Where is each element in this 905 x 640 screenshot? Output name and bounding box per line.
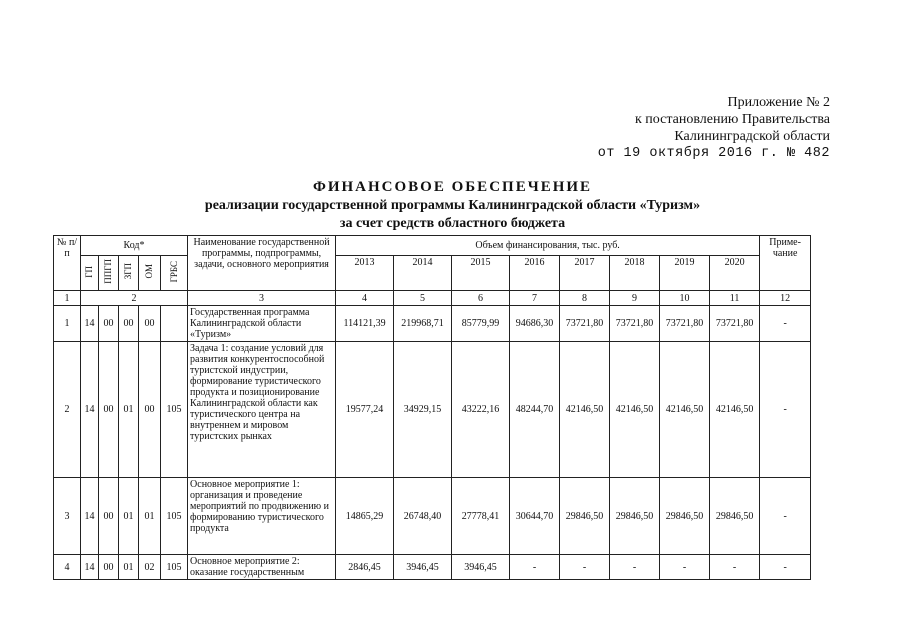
row-note: - bbox=[760, 478, 811, 555]
row-value-2015: 27778,41 bbox=[452, 478, 510, 555]
row-name: Основное мероприятие 2: оказание государственным bbox=[188, 555, 336, 580]
row-num: 1 bbox=[54, 306, 81, 342]
row-value-2017: 73721,80 bbox=[560, 306, 610, 342]
row-code-om: 00 bbox=[139, 306, 161, 342]
row-value-2017: 42146,50 bbox=[560, 342, 610, 478]
column-index: 9 bbox=[610, 291, 660, 306]
row-value-2015: 43222,16 bbox=[452, 342, 510, 478]
header-code-grbs: ГРБС bbox=[161, 256, 188, 291]
appendix-date-number: от 19 октября 2016 г. № 482 bbox=[597, 146, 830, 161]
row-code-grbs: 105 bbox=[161, 342, 188, 478]
header-num: № п/п bbox=[54, 236, 81, 291]
row-num: 3 bbox=[54, 478, 81, 555]
row-value-2015: 85779,99 bbox=[452, 306, 510, 342]
title-program: реализации государственной программы Калининградской области «Туризм» bbox=[204, 198, 701, 213]
row-code-grbs: 105 bbox=[161, 478, 188, 555]
column-index-row bbox=[54, 291, 840, 306]
row-value-2014: 219968,71 bbox=[394, 306, 452, 342]
header-year: 2017 bbox=[560, 256, 610, 291]
header-code-ppgp: ППГП bbox=[99, 256, 119, 291]
row-code-ppgp: 00 bbox=[99, 478, 119, 555]
row-code-ppgp: 00 bbox=[99, 306, 119, 342]
financing-table bbox=[53, 235, 840, 580]
column-index: 3 bbox=[188, 291, 336, 306]
column-index: 5 bbox=[394, 291, 452, 306]
row-code-zgp: 00 bbox=[119, 306, 139, 342]
row-value-2019: 42146,50 bbox=[660, 342, 710, 478]
row-value-2014: 34929,15 bbox=[394, 342, 452, 478]
row-name: Основное мероприятие 1: организация и проведение мероприятий по продвижению и формированию туристического продукта bbox=[188, 478, 336, 555]
appendix-number: Приложение № 2 bbox=[727, 95, 830, 110]
row-value-2019: - bbox=[660, 555, 710, 580]
header-row-2 bbox=[54, 256, 840, 291]
row-code-om: 00 bbox=[139, 342, 161, 478]
header-year: 2014 bbox=[394, 256, 452, 291]
header-row-1 bbox=[54, 236, 840, 256]
row-value-2020: 29846,50 bbox=[710, 478, 760, 555]
appendix-region: Калининградской области bbox=[674, 129, 830, 144]
row-code-gp: 14 bbox=[81, 478, 99, 555]
row-value-2014: 3946,45 bbox=[394, 555, 452, 580]
row-value-2015: 3946,45 bbox=[452, 555, 510, 580]
title-budget: за счет средств областного бюджета bbox=[339, 216, 566, 231]
row-num: 4 bbox=[54, 555, 81, 580]
row-code-gp: 14 bbox=[81, 555, 99, 580]
row-value-2020: 73721,80 bbox=[710, 306, 760, 342]
row-value-2014: 26748,40 bbox=[394, 478, 452, 555]
appendix-block bbox=[598, 94, 830, 162]
row-code-zgp: 01 bbox=[119, 342, 139, 478]
row-value-2020: 42146,50 bbox=[710, 342, 760, 478]
row-value-2016: 94686,30 bbox=[510, 306, 560, 342]
table-row bbox=[54, 478, 840, 555]
row-code-zgp: 01 bbox=[119, 478, 139, 555]
column-index: 11 bbox=[710, 291, 760, 306]
column-index: 7 bbox=[510, 291, 560, 306]
header-year: 2015 bbox=[452, 256, 510, 291]
header-year: 2018 bbox=[610, 256, 660, 291]
row-code-zgp: 01 bbox=[119, 555, 139, 580]
column-index: 12 bbox=[760, 291, 811, 306]
row-code-grbs bbox=[161, 306, 188, 342]
column-index: 1 bbox=[54, 291, 81, 306]
row-note: - bbox=[760, 306, 811, 342]
title-main: ФИНАНСОВОЕ ОБЕСПЕЧЕНИЕ bbox=[312, 179, 593, 195]
row-name: Задача 1: создание условий для развития конкурентоспособной туристской индустрии, формирование туристического продукта и позиционирование Калининградской области как туристического центра на внутреннем и мировом туристских рынках bbox=[188, 342, 336, 478]
column-index: 2 bbox=[81, 291, 188, 306]
table-row bbox=[54, 306, 840, 342]
row-code-gp: 14 bbox=[81, 342, 99, 478]
row-value-2018: - bbox=[610, 555, 660, 580]
row-value-2013: 19577,24 bbox=[336, 342, 394, 478]
document-title bbox=[0, 178, 905, 233]
row-value-2016: 48244,70 bbox=[510, 342, 560, 478]
header-volume: Объем финансирования, тыс. руб. bbox=[336, 236, 760, 256]
row-value-2013: 2846,45 bbox=[336, 555, 394, 580]
row-code-om: 01 bbox=[139, 478, 161, 555]
row-value-2018: 73721,80 bbox=[610, 306, 660, 342]
header-year: 2020 bbox=[710, 256, 760, 291]
header-code: Код* bbox=[81, 236, 188, 256]
table-row bbox=[54, 342, 840, 478]
header-code-gp: ГП bbox=[81, 256, 99, 291]
header-name: Наименование государственной программы, подпрограммы, задачи, основного мероприятия bbox=[188, 236, 336, 291]
row-value-2013: 14865,29 bbox=[336, 478, 394, 555]
row-value-2016: - bbox=[510, 555, 560, 580]
row-code-ppgp: 00 bbox=[99, 342, 119, 478]
row-num: 2 bbox=[54, 342, 81, 478]
row-note: - bbox=[760, 342, 811, 478]
row-value-2017: 29846,50 bbox=[560, 478, 610, 555]
column-index: 8 bbox=[560, 291, 610, 306]
header-code-zgp: ЗГП bbox=[119, 256, 139, 291]
row-value-2018: 29846,50 bbox=[610, 478, 660, 555]
row-name: Государственная программа Калининградской области «Туризм» bbox=[188, 306, 336, 342]
row-note: - bbox=[760, 555, 811, 580]
table-row bbox=[54, 555, 840, 580]
row-value-2019: 73721,80 bbox=[660, 306, 710, 342]
header-note: Приме-чание bbox=[760, 236, 811, 291]
row-value-2018: 42146,50 bbox=[610, 342, 660, 478]
appendix-resolution: к постановлению Правительства bbox=[634, 112, 830, 127]
header-year: 2016 bbox=[510, 256, 560, 291]
header-code-om: ОМ bbox=[139, 256, 161, 291]
header-year: 2019 bbox=[660, 256, 710, 291]
row-value-2019: 29846,50 bbox=[660, 478, 710, 555]
row-code-grbs: 105 bbox=[161, 555, 188, 580]
column-index: 10 bbox=[660, 291, 710, 306]
column-index: 6 bbox=[452, 291, 510, 306]
row-value-2013: 114121,39 bbox=[336, 306, 394, 342]
row-value-2017: - bbox=[560, 555, 610, 580]
row-code-om: 02 bbox=[139, 555, 161, 580]
row-code-gp: 14 bbox=[81, 306, 99, 342]
row-code-ppgp: 00 bbox=[99, 555, 119, 580]
header-year: 2013 bbox=[336, 256, 394, 291]
column-index: 4 bbox=[336, 291, 394, 306]
row-value-2016: 30644,70 bbox=[510, 478, 560, 555]
row-value-2020: - bbox=[710, 555, 760, 580]
